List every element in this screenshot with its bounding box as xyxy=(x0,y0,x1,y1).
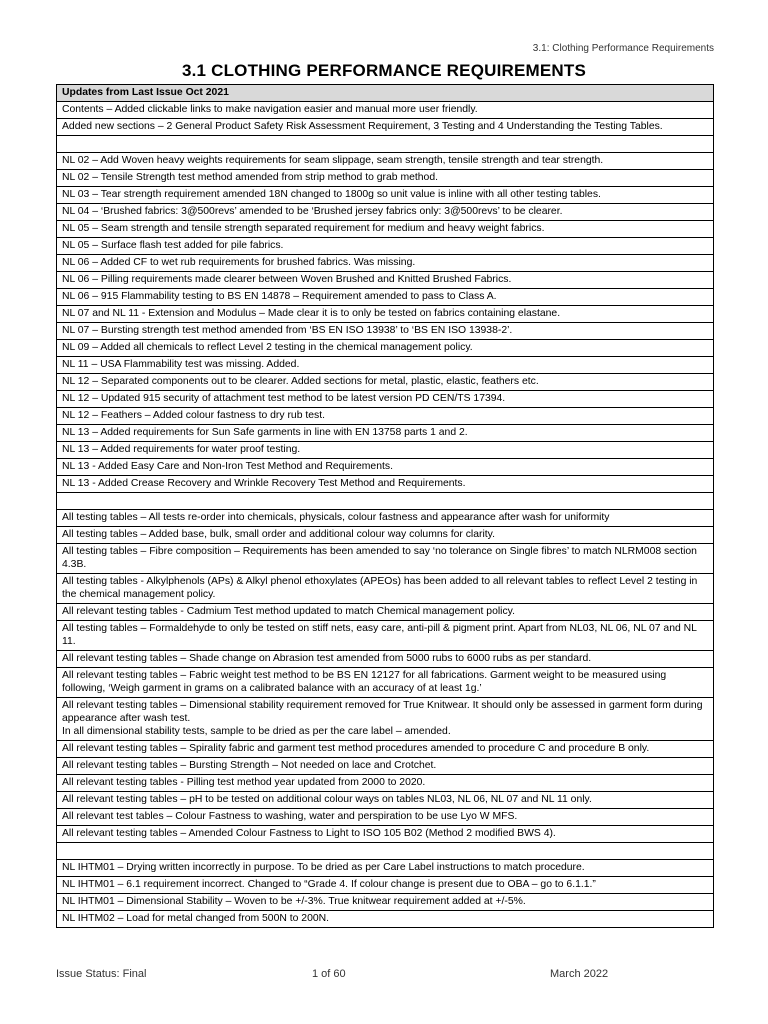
table-cell: All relevant testing tables – Bursting Strength – Not needed on lace and Crotchet. xyxy=(57,758,714,775)
table-cell: NL 07 and NL 11 - Extension and Modulus – Made clear it is to only be tested on fabrics containing elastane. xyxy=(57,306,714,323)
table-row-spacer xyxy=(57,493,714,510)
table-cell: NL 13 – Added requirements for water proof testing. xyxy=(57,442,714,459)
table-row xyxy=(57,758,714,775)
table-cell: All testing tables – Formaldehyde to only be tested on stiff nets, easy care, anti-pill & pigment print. Apart from NL03, NL 06, NL 07 and NL 11. xyxy=(57,621,714,651)
table-row xyxy=(57,187,714,204)
table-cell: NL 13 - Added Easy Care and Non-Iron Test Method and Requirements. xyxy=(57,459,714,476)
table-row xyxy=(57,476,714,493)
table-cell: NL 05 – Seam strength and tensile strength separated requirement for medium and heavy weight fabrics. xyxy=(57,221,714,238)
table-row xyxy=(57,289,714,306)
table-cell: NL 12 – Separated components out to be clearer. Added sections for metal, plastic, elastic, feathers etc. xyxy=(57,374,714,391)
table-row xyxy=(57,911,714,928)
table-row xyxy=(57,651,714,668)
table-cell: All testing tables – Fibre composition – Requirements has been amended to say ‘no tolerance on Single fibres’ to match NLRM008 section 4.3B. xyxy=(57,544,714,574)
table-row-spacer xyxy=(57,843,714,860)
table-cell xyxy=(57,136,714,153)
footer-page-number: 1 of 60 xyxy=(312,968,346,980)
table-row xyxy=(57,272,714,289)
table-header-row xyxy=(57,85,714,102)
table-cell: NL 03 – Tear strength requirement amended 18N changed to 1800g so unit value is inline with all other testing tables. xyxy=(57,187,714,204)
table-cell: NL IHTM02 – Load for metal changed from 500N to 200N. xyxy=(57,911,714,928)
table-row xyxy=(57,826,714,843)
table-cell: NL 02 – Add Woven heavy weights requirements for seam slippage, seam strength, tensile strength and tear strength. xyxy=(57,153,714,170)
table-row xyxy=(57,153,714,170)
table-row xyxy=(57,604,714,621)
table-cell: NL 05 – Surface flash test added for pile fabrics. xyxy=(57,238,714,255)
table-row xyxy=(57,170,714,187)
table-cell: NL 04 – ‘Brushed fabrics: 3@500revs’ amended to be ‘Brushed jersey fabrics only: 3@500revs’ to be clearer. xyxy=(57,204,714,221)
table-cell: Added new sections – 2 General Product Safety Risk Assessment Requirement, 3 Testing and 4 Understanding the Testing Tables. xyxy=(57,119,714,136)
table-row xyxy=(57,391,714,408)
table-cell: NL 13 – Added requirements for Sun Safe garments in line with EN 13758 parts 1 and 2. xyxy=(57,425,714,442)
table-cell: NL 09 – Added all chemicals to reflect Level 2 testing in the chemical management policy. xyxy=(57,340,714,357)
footer-date: March 2022 xyxy=(550,968,609,980)
table-cell: NL 11 – USA Flammability test was missing. Added. xyxy=(57,357,714,374)
table-row xyxy=(57,306,714,323)
table-row xyxy=(57,459,714,476)
table-row xyxy=(57,877,714,894)
table-cell: NL IHTM01 – Dimensional Stability – Woven to be +/-3%. True knitwear requirement added at +/-5%. xyxy=(57,894,714,911)
table-cell: All relevant testing tables – Shade change on Abrasion test amended from 5000 rubs to 6000 rubs as per standard. xyxy=(57,651,714,668)
table-row-spacer xyxy=(57,136,714,153)
table-row xyxy=(57,741,714,758)
table-row xyxy=(57,544,714,574)
table-cell: NL 07 – Bursting strength test method amended from ‘BS EN ISO 13938’ to ‘BS EN ISO 13938-2’. xyxy=(57,323,714,340)
table-row xyxy=(57,527,714,544)
table-cell: NL 12 – Updated 915 security of attachment test method to be latest version PD CEN/TS 17394. xyxy=(57,391,714,408)
table-row xyxy=(57,255,714,272)
table-cell xyxy=(57,493,714,510)
table-cell: All relevant testing tables – pH to be tested on additional colour ways on tables NL03, NL 06, NL 07 and NL 11 only. xyxy=(57,792,714,809)
table-cell: All relevant test tables – Colour Fastness to washing, water and perspiration to be use Lyo W MFS. xyxy=(57,809,714,826)
table-cell: NL 12 – Feathers – Added colour fastness to dry rub test. xyxy=(57,408,714,425)
table-row xyxy=(57,425,714,442)
table-cell: NL 13 - Added Crease Recovery and Wrinkle Recovery Test Method and Requirements. xyxy=(57,476,714,493)
updates-table-body xyxy=(57,85,714,928)
table-cell: All testing tables – Added base, bulk, small order and additional colour way columns for clarity. xyxy=(57,527,714,544)
footer-issue-status: Issue Status: Final xyxy=(56,968,147,980)
table-row xyxy=(57,408,714,425)
table-row xyxy=(57,621,714,651)
table-cell: All relevant testing tables - Pilling test method year updated from 2000 to 2020. xyxy=(57,775,714,792)
table-row xyxy=(57,809,714,826)
table-row xyxy=(57,510,714,527)
table-row xyxy=(57,792,714,809)
running-header: 3.1: Clothing Performance Requirements xyxy=(532,43,714,54)
table-cell: All testing tables – All tests re-order into chemicals, physicals, colour fastness and appearance after wash for uniformity xyxy=(57,510,714,527)
table-heading: Updates from Last Issue Oct 2021 xyxy=(57,85,714,102)
table-cell: Contents – Added clickable links to make navigation easier and manual more user friendly. xyxy=(57,102,714,119)
table-row xyxy=(57,442,714,459)
table-cell: All relevant testing tables – Fabric weight test method to be BS EN 12127 for all fabrications. Garment weight to be measured using following, ‘Weigh garment in grams on a calibrated balance with an accuracy of at least 1g.’ xyxy=(57,668,714,698)
table-cell: NL IHTM01 – 6.1 requirement incorrect. Changed to “Grade 4. If colour change is present due to OBA – go to 6.1.1.” xyxy=(57,877,714,894)
table-row xyxy=(57,323,714,340)
table-cell xyxy=(57,843,714,860)
table-row xyxy=(57,340,714,357)
table-cell: NL 02 – Tensile Strength test method amended from strip method to grab method. xyxy=(57,170,714,187)
table-row xyxy=(57,698,714,741)
table-row xyxy=(57,860,714,877)
table-row xyxy=(57,775,714,792)
table-row xyxy=(57,357,714,374)
table-row xyxy=(57,894,714,911)
table-cell: NL 06 – Added CF to wet rub requirements for brushed fabrics. Was missing. xyxy=(57,255,714,272)
table-cell: NL IHTM01 – Drying written incorrectly in purpose. To be dried as per Care Label instructions to match procedure. xyxy=(57,860,714,877)
updates-table xyxy=(56,84,714,928)
table-cell: All testing tables - Alkylphenols (APs) & Alkyl phenol ethoxylates (APEOs) has been added to all relevant tables to reflect Level 2 testing in the chemical management policy. xyxy=(57,574,714,604)
table-row xyxy=(57,668,714,698)
table-cell: NL 06 – Pilling requirements made clearer between Woven Brushed and Knitted Brushed Fabrics. xyxy=(57,272,714,289)
table-row xyxy=(57,574,714,604)
table-cell: NL 06 – 915 Flammability testing to BS EN 14878 – Requirement amended to pass to Class A. xyxy=(57,289,714,306)
table-row xyxy=(57,102,714,119)
table-row xyxy=(57,204,714,221)
page-title: 3.1 CLOTHING PERFORMANCE REQUIREMENTS xyxy=(181,61,587,80)
table-row xyxy=(57,374,714,391)
table-row xyxy=(57,238,714,255)
table-cell: All relevant testing tables – Spirality fabric and garment test method procedures amended to procedure C and procedure B only. xyxy=(57,741,714,758)
table-row xyxy=(57,119,714,136)
table-cell: All relevant testing tables – Amended Colour Fastness to Light to ISO 105 B02 (Method 2 modified BWS 4). xyxy=(57,826,714,843)
table-cell: All relevant testing tables – Dimensional stability requirement removed for True Knitwear. It should only be assessed in garment form during appearance after wash test. In all dimensional stability tests, sample to be dried as per the care label – amended. xyxy=(57,698,714,741)
table-cell: All relevant testing tables - Cadmium Test method updated to match Chemical management policy. xyxy=(57,604,714,621)
table-row xyxy=(57,221,714,238)
